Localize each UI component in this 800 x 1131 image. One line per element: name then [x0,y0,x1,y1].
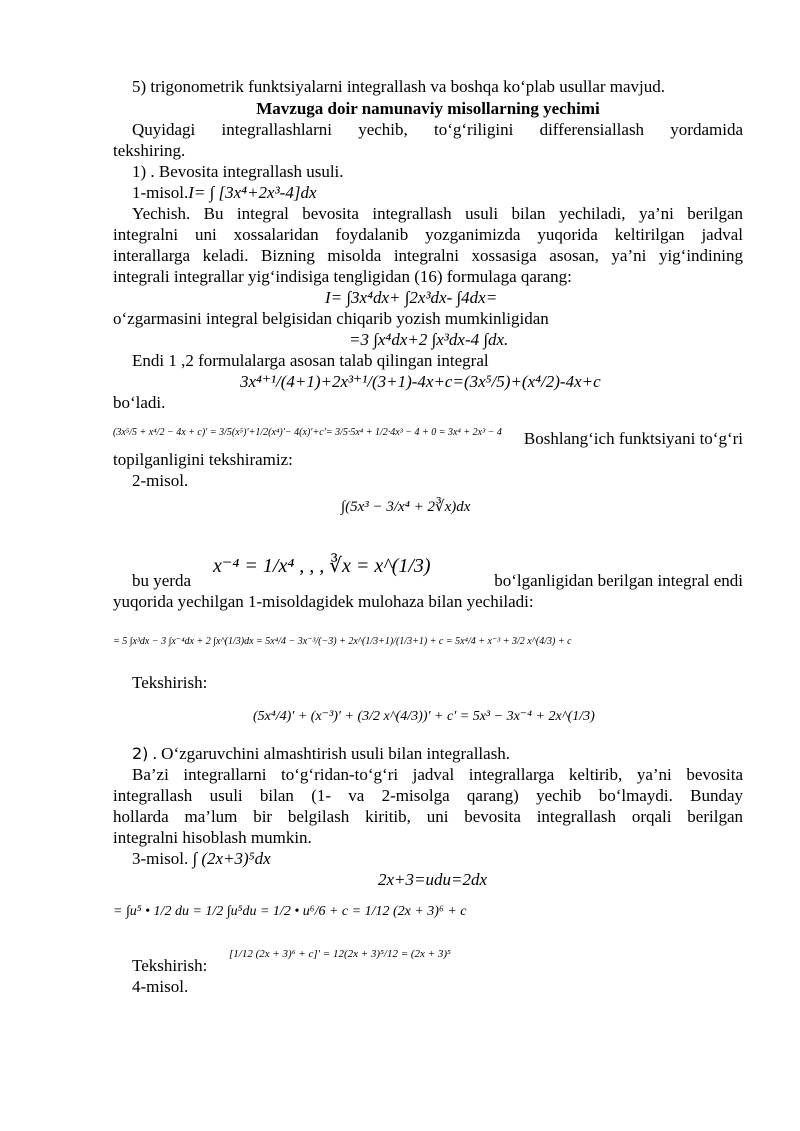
section-number: 2) [132,744,149,763]
check-1-row [113,415,743,449]
subsection-title: 1) . Bevosita integrallash usuli. [132,162,344,181]
text-line: hollarda ma’lum bir belgilash kiritib, uni bevosita integrallash orqali berilgan [113,807,743,826]
formula: =3 ∫x⁴dx+2 ∫x³dx-4 ∫dx. [349,330,509,349]
text-line: o‘zgarmasini integral belgisidan chiqarib yozish mumkinligidan [113,309,549,328]
text-line: integralni hisoblash mumkin. [113,828,312,847]
formula: x⁻⁴ = 1/x⁴ , , , ∛x = x^(1/3) [213,555,431,577]
text-line: 5) trigonometrik funktsiyalarni integrallash va boshqa ko‘plab usullar mavjud. [132,77,666,96]
example-2-solution [113,612,743,670]
formula: = 5 ∫x³dx − 3 ∫x⁻⁴dx + 2 ∫x^(1/3)dx = 5x⁴/4 − 3x⁻³/(−3) + 2x^(1/3+1)/(1/3+1) + c = 5x⁴/4 + x⁻³ + 3/2 x^(4/3) + c [113,635,572,647]
text-line: integrali integrallar yig‘indisiga tengligidan (16) formulaga qarang: [113,267,572,286]
text-line: Quyidagi integrallashlarni yechib, to‘g‘riligini differensiallash yordamida [132,120,743,139]
subsection-title [113,743,743,764]
text-line: tekshiring. [113,141,186,160]
example-label: 3-misol. [132,849,189,868]
formula: = ∫u⁵ • 1/2 du = 1/2 ∫u⁵du = 1/2 • u⁶/6 + c = 1/12 (2x + 3)⁶ + c [113,903,467,919]
document-page [113,76,743,997]
text-line: Endi 1 ,2 formulalarga asosan talab qilingan integral [132,351,489,370]
formula: (5x⁴/4)′ + (x⁻³)′ + (3/2 x^(4/3))′ + c′ = 5x³ − 3x⁻⁴ + 2x^(1/3) [253,708,595,724]
text-line: interallarga keladi. Bizning misolda integralni xossasiga asosan, ya’ni yig‘indining [113,246,743,265]
formula: I= ∫ [3x⁴+2x³-4]dx [188,183,317,202]
formula: 3x⁴⁺¹/(4+1)+2x³⁺¹/(3+1)-4x+c=(3x⁵/5)+(x⁴/2)-4x+c [240,372,601,391]
text-line: Boshlang‘ich funktsiyani to‘g‘ri [523,429,743,448]
text-line: integralni uni xossalaridan foydalanib yozganimizda yuqorida keltirilgan jadval [113,225,743,244]
text-line: bo‘ladi. [113,393,166,412]
text-line: bo‘lganligidan berilgan integral endi [494,571,743,590]
text-line: integrallash usuli bilan (1- va 2-misolga qarang) yechib bo‘lmaydi. Bunday [113,786,743,805]
formula: [1/12 (2x + 3)⁶ + c]′ = 12(2x + 3)⁵/12 = (2x + 3)⁵ [229,947,451,960]
text-line: Tekshirish: [132,673,208,692]
formula: (3x⁵/5 + x⁴/2 − 4x + c)′ = 3/5(x⁵)′+1/2(x⁴)′− 4(x)′+c′= 3/5·5x⁴ + 1/2·4x³ − 4 + 0 = 3x⁴ + 2x³ − 4 [113,426,502,438]
example-label: 4-misol. [132,977,189,996]
example-3-check [113,932,743,976]
section-title: . O‘zgaruvchini almashtirish usuli bilan integrallash. [152,744,511,763]
example-3 [113,848,743,869]
example-label: 1-misol. [132,183,189,202]
formula: I= ∫3x⁴dx+ ∫2x³dx- ∫4dx= [325,288,498,307]
formula: 2x+3=udu=2dx [378,870,488,889]
formula: ∫(5x³ − 3/x⁴ + 2∛x)dx [341,499,471,515]
example-2-check [113,693,743,739]
example-3-solution [113,890,743,932]
text-line: Yechish. Bu integral bevosita integrallash usuli bilan yechiladi, ya’ni berilgan [132,204,743,223]
text-line: yuqorida yechilgan 1-misoldagidek mulohaza bilan yechiladi: [113,592,534,611]
text-line: bu yerda [132,571,192,590]
example-1 [113,182,743,203]
example-label: 2-misol. [132,471,189,490]
section-heading: Mavzuga doir namunaviy misollarning yechimi [256,99,600,118]
text-line: Ba’zi integrallarni to‘g‘ridan-to‘g‘ri jadval integrallarga keltirib, ya’ni bevosita [132,765,743,784]
example-2-integral [113,491,743,529]
text-line: topilganligini tekshiramiz: [113,450,293,469]
example-2-definition [113,529,743,591]
text-line: Tekshirish: [132,956,208,975]
formula: ∫ (2x+3)⁵dx [188,849,271,868]
